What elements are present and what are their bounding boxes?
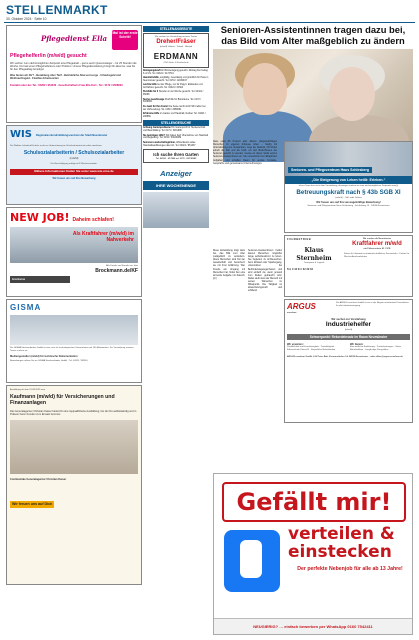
- ad-continentale: [6, 385, 142, 585]
- truck-photo: [10, 227, 138, 263]
- column-left: [6, 25, 142, 587]
- brockmann-logo: brocksnsa: [10, 276, 70, 283]
- ad-garden: [143, 149, 209, 163]
- ella-logo: Pflegedienst Ella: [40, 34, 108, 43]
- argus-logo-sub: ecoclean: [287, 312, 297, 314]
- ad-erdmann: [143, 33, 209, 68]
- classified-item: Senioren-Landschaftsgärtner, Winterdienst sowie Haushaltsauflösungen aller Art. Tel. 04321 / 951337: [143, 141, 196, 147]
- ad-tagline: [288, 526, 412, 562]
- ad-fuhrbetrieb: [284, 235, 413, 297]
- schlesberg-intro: Unser Team freut sich über Verstärkung, deswegen suchen wir zum nächstmöglichen Zeitpunkt eine(n): [298, 185, 399, 188]
- article-column-3: Diese Entwicklung trägt dazu bei, das Bild vom Alter maßgeblich zu verändern. Ältere Menschen sind Teil der Gesellschaft und bereichern sie mit ihrer Erfahrung. Wer Freude am Umgang mit Menschen hat, findet hier eine sinnvolle Aufgabe mit Zukunft. (pr): [213, 250, 245, 280]
- argus-offer: Eine tarifliche Entlohnung · Zusatzleistungen · Gutes Betriebsklima · Langfristige Perspektive: [350, 346, 402, 351]
- schlesberg-address: Senioren- und Pflegezentrum Haus Schlesberg · Schlesberg 15 · 24534 Neumünster: [307, 204, 390, 207]
- wis-link-bar: Nähere Informationen finden Sie unter www.wis-nms.de: [10, 169, 138, 175]
- conti-title: Kaufmann (m/w/d) für Versicherungen und Finanzanlagen: [10, 393, 115, 407]
- erdmann-logo: ERDMANN: [153, 52, 199, 61]
- ad-line-2: einstecken: [288, 541, 392, 562]
- ad-anzeiger: [143, 169, 209, 227]
- ella-intro: Wir suchen zum nächstmöglichen Zeitpunkt eine Pflegekraft – gerne auch Quereinsteiger – für 25 Stunden die Woche. Du hast einen Pflegehelferkurs oder Problem: Unsere Pflegedienstleitung bringt Dir alles bei, was Du für den Pflegealltag benötigst.: [10, 61, 137, 71]
- conti-cta: Wir freuen uns auf Dich: [12, 502, 53, 507]
- classified-item: Reinigungskraft für Büroreinigung gesucht. Montag bis Freitag 6–9 Uhr. Tel. 04321 / 2174710: [143, 69, 208, 75]
- fuhrbetrieb-sub: Transporte & Logistik: [303, 262, 325, 265]
- erdmann-job-sub: (m/w/d) Vollzeit · Teilzeit · Minijob: [159, 46, 193, 49]
- schlesberg-quote: „Die Steigerung von Leben heißt: Erleben.“: [285, 176, 412, 184]
- conti-brand: Continentale Generalagentur Christian Kaiser: [10, 478, 67, 482]
- gisma-job: Mediengestalter (m/w/d) für technische Dokumentation: [10, 354, 78, 358]
- ad-zusteller: [213, 473, 413, 635]
- ad-brockmann: [6, 207, 142, 297]
- ad-line-1: verteilen &: [288, 524, 395, 544]
- conti-body: Die Generalagentur Christian Kaiser bietet Dir eine topqualifizierte Ausbildung, bei der Du selbstständig und in Präsenz beim Kunden zum Einsatz kommst.: [10, 409, 137, 416]
- argus-intro: Die ARGUS ecoclean GmbH ist ein in der Region anerkannter Dienstleister für die Industriereinigung.: [336, 302, 409, 307]
- ad-nebenjob: Der perfekte Nebenjob für alle ab 13 Jahre!: [297, 566, 403, 572]
- schlesberg-job: Betreuungskraft nach § 43b SGB XI: [296, 189, 401, 197]
- classified-item: Erfahrene Hilfe im Garten und Haushalt, flexibel. Tel. 04321 / 208866: [143, 113, 206, 118]
- conti-photo: [10, 420, 138, 474]
- classified-item: Achtung Gartenprobleme! Ihr Gartenprofi für Heckenschnitt und Baumfällung. Tel. 0171 / 3201996: [143, 127, 206, 133]
- gisma-logo: GISMA: [10, 303, 42, 312]
- erdmann-job: Dreher/Fräser: [156, 38, 196, 45]
- schlesberg-job-sub: (m/w/d) – Voll- oder Teilzeit: [335, 196, 362, 199]
- wis-position-sub: (m/w/d): [69, 156, 79, 160]
- fuhrbetrieb-classes: mit Führerschein Kl. C/CE: [363, 248, 391, 251]
- wis-position: Schulsozialarbeiterin / Schulsozialarbeiter: [23, 150, 125, 157]
- fuhrbetrieb-search: Wir suchen ab Neumünster: [362, 238, 392, 240]
- classified-item: Suche zuverlässige Putzhilfe für Büroräume. Tel. 0172 / 6349902: [143, 98, 201, 104]
- argus-offer-title: Wir bieten:: [350, 342, 364, 346]
- whatsapp-cta[interactable]: NEUGIERIG? … einfach bewerben per WhatsApp 0160 7542411: [214, 618, 412, 634]
- wis-org: Regionales Berufsbildungszentrum der Stadt Neumünster: [35, 133, 108, 137]
- argus-expect-title: Wir erwarten:: [287, 342, 304, 346]
- garden-title: Ich suche Ihren Garten: [153, 152, 199, 158]
- ad-pflegedienst-ella: [6, 25, 142, 123]
- wis-intro: Die Walther-Lehmkuhl-Schule sucht zur Unterstützung im Schulsekretariat ab sofort eine/einen: [10, 144, 102, 147]
- wis-cta: Wir freuen uns auf Ihre Bewerbung: [52, 177, 96, 181]
- ad-haus-schlesberg: [284, 141, 413, 233]
- fuhrbetrieb-items: Fahrer für Getreide im landwirtschaftlichen Fernverkehr · Fahrer für Wechselbrückenfahrten: [344, 253, 410, 258]
- schlesberg-logo: Senioren- und Pflegezentrum Haus Schlesberg: [288, 167, 372, 173]
- gisma-text: Die GISMA Steckverbinder GmbH ist eine sich als technologisches Unternehmen mit 160 Mitarbeitern. Zur Verstärkung unseres Teams suchen wir: [10, 347, 134, 352]
- article-headline: Senioren-Assistentinnen tragen dazu bei, das Bild vom Alter maßgeblich zu ändern: [220, 24, 406, 46]
- newjob-title: NEW JOB!: [10, 211, 70, 224]
- ad-gisma: [6, 299, 142, 383]
- anzeiger-photo: [143, 192, 209, 228]
- classified-item: Haushaltshilfe, sorgfältig, zuverlässig und gründlich für Haus in Neumünster gesucht. Tel. 0151 / 12034947: [143, 76, 209, 82]
- ella-heading: Pflegehelfer/in (m/w/d) gesucht: [10, 53, 87, 59]
- conti-intro: Ausbildung ab dem 01.08.2025 zum: [10, 389, 46, 391]
- argus-area: Schwerpunkt: Rekordeinsatz im Raum Neumünster: [287, 334, 410, 340]
- erdmann-logo-sub: CNC-Dreh- & Frästechnik: [163, 62, 189, 64]
- argus-job-sub: (m/w/d): [344, 329, 353, 332]
- argus-logo: ARGUS: [287, 302, 316, 311]
- schlesberg-cta: Wir freuen uns auf Ihre aussagekräftige Bewerbung!: [316, 200, 381, 204]
- argus-contact: ARGUS ecoclean GmbH, Lilli Peter Batt, Krummstücker 14, 24539 Neumünster · oder office@argus-ecoclean.de: [287, 355, 403, 358]
- classified-item: Leichte Hilfe bei der Pflege, nur für Papyri, Einkaufen und Arztfahrten gesucht. Tel. 04321 / 61502: [143, 84, 203, 90]
- argus-search: Wir suchen zur Verstärkung: [331, 317, 366, 321]
- classifieds-header-gesuche: STELLENGESUCHE: [143, 120, 209, 126]
- gisma-photo: [10, 315, 138, 345]
- newjob-tagline: Daheim schlafen!: [72, 217, 114, 223]
- classified-item: Zu zweit für Ihre Feste! Die Feste reicht nicht! Wir helfen bei der Vorbereitung. Tel. 0160 / 2668091: [143, 105, 206, 111]
- column-right-ads: [284, 141, 413, 425]
- ella-contact: Kontakt unter der Tel.: 04262 / 954040 · Gesellschafterin Frau Ella Kurt · Tel.: 0172 / 9508600: [10, 83, 123, 87]
- fuhrbetrieb-name: Klaus Sternheim: [296, 247, 332, 262]
- ella-badge: Mal ist der erste Schritt!: [112, 30, 138, 50]
- thumbs-up-icon: [224, 530, 280, 592]
- wis-logo: WIS: [10, 129, 32, 140]
- argus-expect: Pünktlichkeit und Zuverlässigkeit · Teamfähigkeit · Führerschein Klasse B · Körperliche Belastbarkeit: [287, 346, 336, 351]
- wis-note: Die Beschäftigung erfolgt mit 8 Wochenstunden.: [50, 162, 98, 165]
- newjob-note: Alle Details und Kontakt via Jobs: [106, 264, 138, 267]
- newjob-brand-url[interactable]: Brockmann.de/KF: [95, 267, 138, 274]
- erdmann-intro: Wir suchen zur Verstärkung unseres Teams: [154, 36, 198, 38]
- section-title: STELLENMARKT: [6, 3, 108, 17]
- fuhrbetrieb-job: Kraftfahrer m/w/d: [352, 240, 402, 247]
- garden-phone: Tel. 04321 - 617889 od. 0176 - 83736982: [155, 157, 197, 160]
- ella-benefits: Was bieten wir Dir? · Bezahlung über Tarif · Betriebliche Altersvorsorge · Urlaubsgeld und Weihnachtsgeld · Flexible Arbeitszeiten: [10, 74, 121, 81]
- fuhrbetrieb-label: FUHRBETRIEB: [287, 238, 312, 241]
- argus-job: Industriehelfer: [325, 320, 372, 328]
- ad-headline: Gefällt mir!: [222, 482, 406, 522]
- ad-wis: [6, 125, 142, 205]
- newjob-sub: Als Kraftfahrer (m/w/d) im Nahverkehr: [72, 230, 134, 243]
- article-column-1: Dass etwa 80 Prozent aller älteren pflegebedürftigen Menschen im eigenen Zuhause leben – häufig mit Unterstützung von Verwandten, zeigt die Statistik. Oft fehlen jedoch die Zeit und die Kraft, um den Bedürfnissen der Senioren gerecht zu werden. Genau an dieser Stelle setzen Senioren-Assistentinnen an. Sie unterstützen bei alltäglichen Aufgaben und schaffen Raum für soziale Kontakte, Gespräche und gemeinsame Unternehmungen.: [213, 141, 277, 165]
- classified-item: Putzhilfe für 3 Stunden in der Woche gesucht. Tel. 04321 / 65098: [143, 91, 204, 97]
- wochenende-banner: IHRE WOCHENENDE: [143, 181, 209, 190]
- classified-item: Sie benötigen Hilfe? Wir haben Zeit! Übernahme von Haushalt und Begleitung. Tel. 0152 / 54613089: [143, 134, 208, 140]
- issue-date: 30. Oktober 2024 · Seite 10: [6, 17, 47, 21]
- gisma-contact: Bewerbungen richten Sie an GISMA Steckverbinder GmbH · Tel. 04321 / 9899-0: [10, 359, 88, 362]
- column-classifieds: [143, 25, 209, 228]
- fuhrbetrieb-phone: Tel. 0 43 21 / 62 39 33: [287, 267, 313, 271]
- classifieds-header: STELLENANGEBOTE: [143, 26, 209, 32]
- header-divider: [4, 22, 415, 23]
- anzeiger-logo: Anzeiger: [160, 169, 192, 179]
- schlesberg-photo: [285, 142, 412, 176]
- article-column-2: Senioren-Assistentinnen helfen älteren Menschen, möglichst lange selbstbestimmt zu leben. Sie begleiten zu Arztbesuchen, beim Einkauf oder Spaziergang, unterstützen bei Behördenangelegenheiten und sind einfach da, wenn jemand zum Reden gebraucht wird. Dabei steht stets der Mensch mit seinen Wünschen im Mittelpunkt. Die Tätigkeit ist abwechslungsreich und erfüllend.: [248, 250, 282, 293]
- ad-argus: [284, 299, 413, 423]
